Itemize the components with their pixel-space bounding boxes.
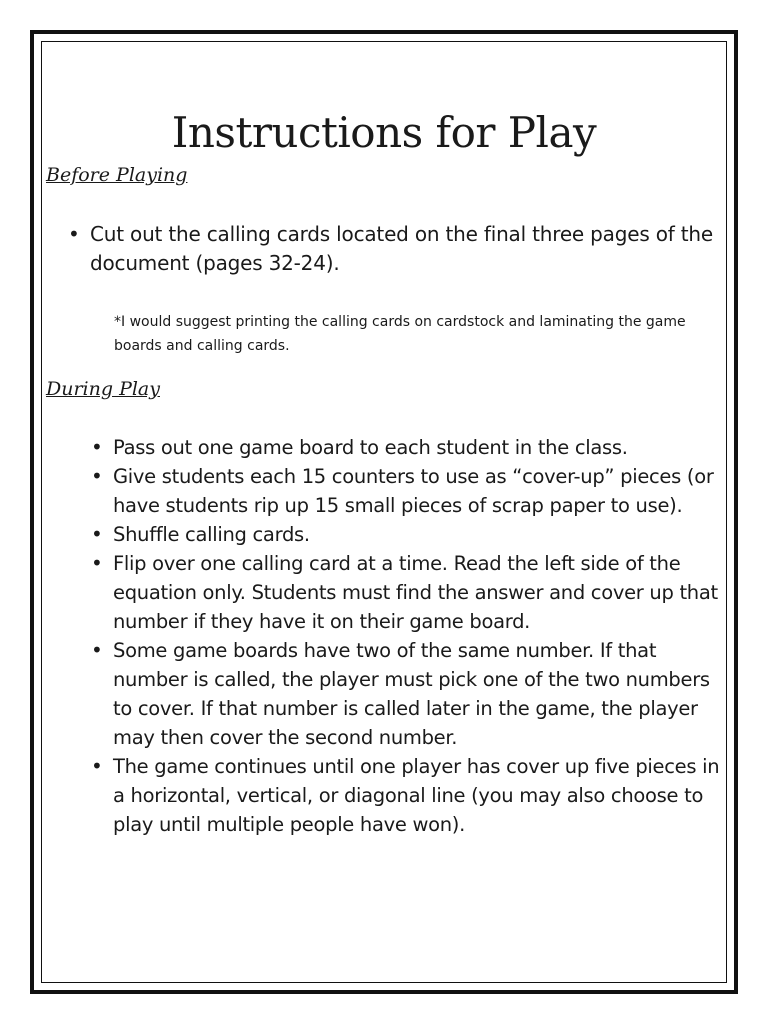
list-item: • The game continues until one player has cover up five pieces in a horizontal, vertical, or diagonal line (you may also choose to play until multiple people have won).: [113, 752, 725, 839]
list-item: • Flip over one calling card at a time. Read the left side of the equation only. Students must find the answer and cover up that number if they have it on their game board.: [113, 549, 725, 636]
list-item: • Cut out the calling cards located on the final three pages of the document (pages 32-24).: [90, 220, 722, 278]
during-play-list: [113, 433, 725, 839]
list-item: • Some game boards have two of the same number. If that number is called, the player must pick one of the two numbers to cover. If that number is called later in the game, the player may then cover the second number.: [113, 636, 725, 752]
list-item: • Give students each 15 counters to use as “cover-up” pieces (or have students rip up 15 small pieces of scrap paper to use).: [113, 462, 725, 520]
list-item: • Shuffle calling cards.: [113, 520, 725, 549]
section-heading-during-play: During Play: [46, 378, 160, 400]
before-playing-list: [90, 220, 722, 278]
page-title: Instructions for Play: [171, 108, 597, 157]
section-heading-before-playing: Before Playing: [46, 164, 188, 186]
printing-note: *I would suggest printing the calling cards on cardstock and laminating the game boards and calling cards.: [114, 314, 686, 354]
list-item: • Pass out one game board to each student in the class.: [113, 433, 725, 462]
